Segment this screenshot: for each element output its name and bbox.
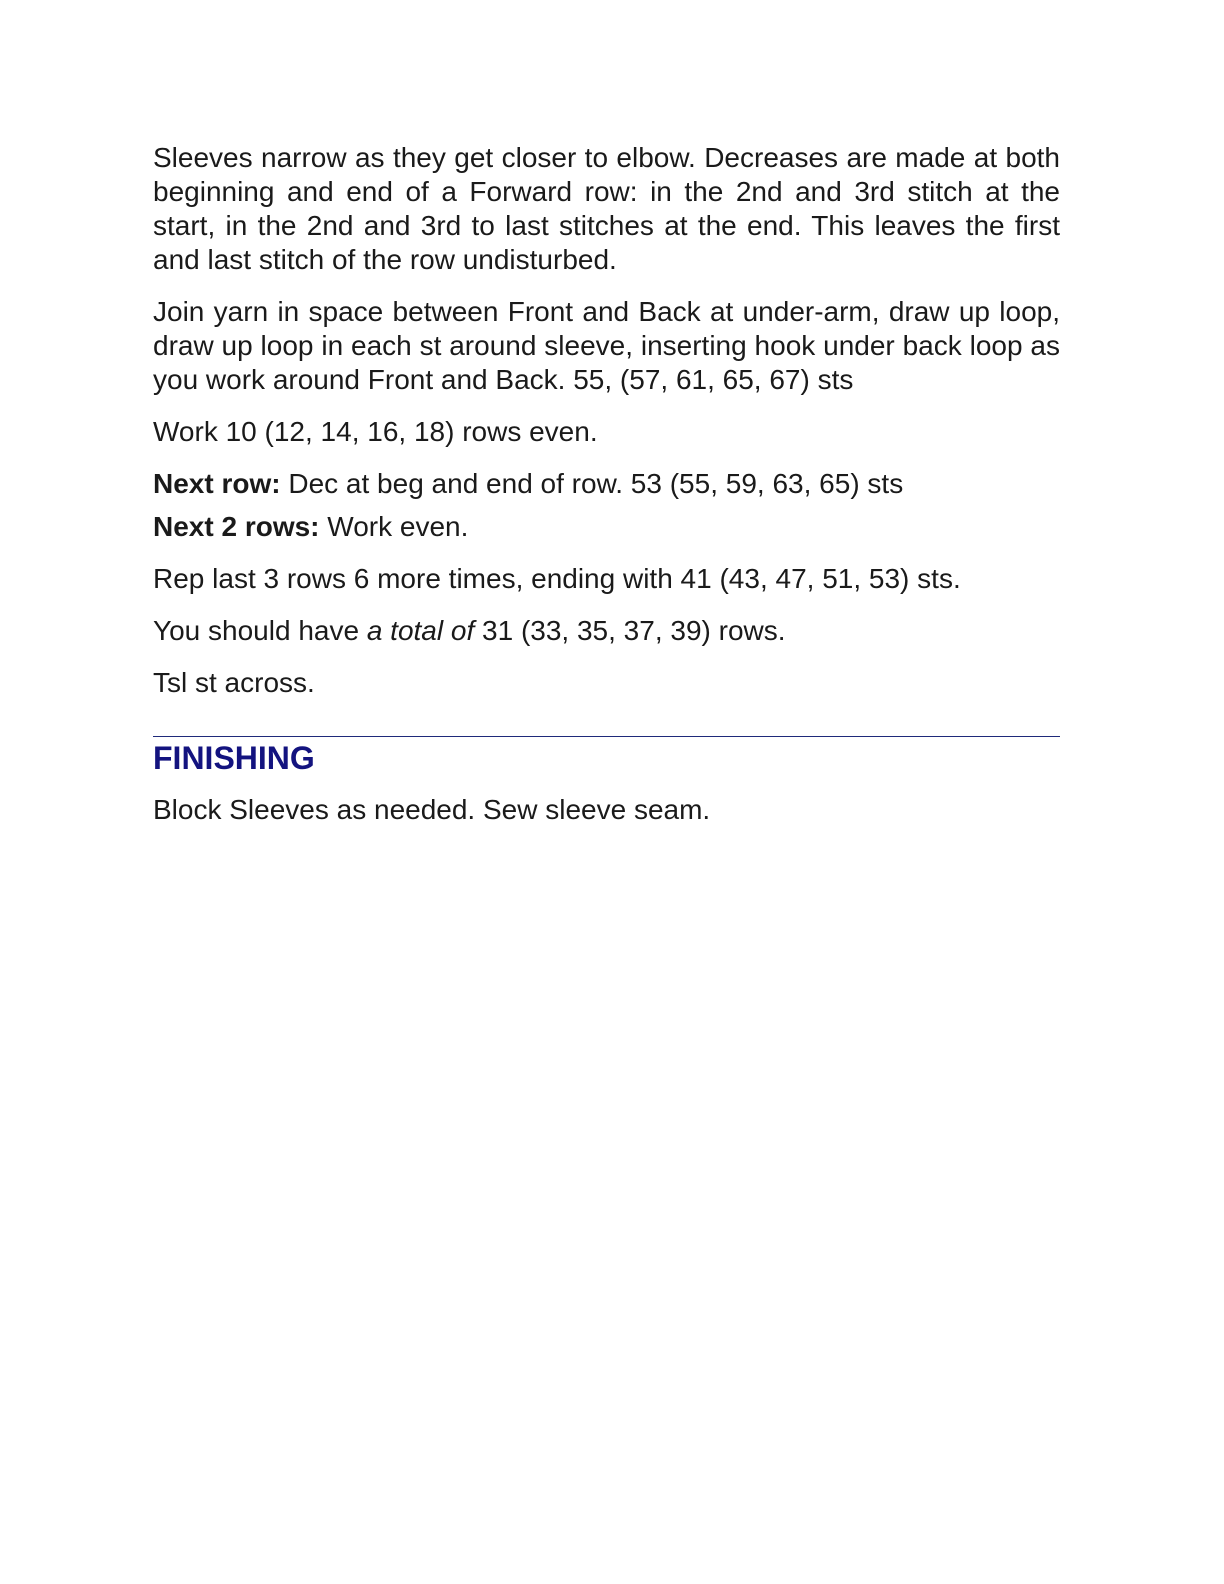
total-rows-paragraph — [153, 614, 1060, 648]
finishing-paragraph: Block Sleeves as needed. Sew sleeve seam. — [153, 794, 711, 825]
document-page — [153, 141, 1060, 845]
total-rows-after: 31 (33, 35, 37, 39) rows. — [474, 615, 786, 646]
sleeve-intro-paragraph: Sleeves narrow as they get closer to elbow. Decreases are made at both beginning and end of a Forward row: in the 2nd and 3rd stitch at the start, in the 2nd and 3rd to last stitches at the end. This leaves the first and last stitch of the row undisturbed. — [153, 142, 1060, 275]
next-two-rows-text: Work even. — [319, 511, 469, 542]
repeat-paragraph: Rep last 3 rows 6 more times, ending with 41 (43, 47, 51, 53) sts. — [153, 563, 961, 594]
next-row-label: Next row: — [153, 468, 281, 499]
work-even-paragraph: Work 10 (12, 14, 16, 18) rows even. — [153, 416, 598, 447]
section-divider — [153, 736, 1060, 737]
next-row-text: Dec at beg and end of row. 53 (55, 59, 63, 65) sts — [280, 468, 904, 499]
next-row-paragraph — [153, 467, 1060, 501]
total-rows-before: You should have — [153, 615, 367, 646]
tsl-st-paragraph: Tsl st across. — [153, 667, 315, 698]
join-yarn-paragraph: Join yarn in space between Front and Back at under-arm, draw up loop, draw up loop in each st around sleeve, inserting hook under back loop as you work around Front and Back. 55, (57, 61, 65, 67) sts — [153, 296, 1060, 395]
next-two-rows-label: Next 2 rows: — [153, 511, 320, 542]
total-rows-italic: a total of — [366, 615, 475, 646]
next-two-rows-paragraph — [153, 510, 1060, 544]
finishing-heading: FINISHING — [153, 740, 315, 776]
